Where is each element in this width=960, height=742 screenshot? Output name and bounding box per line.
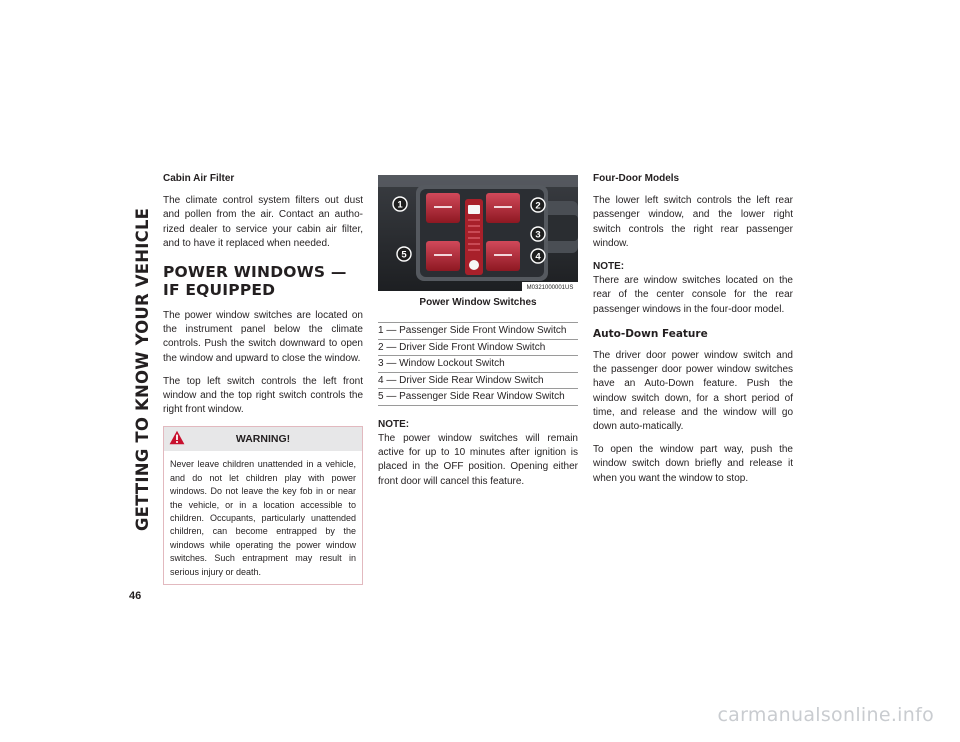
cabin-air-filter-text: The climate control system filters out dust and pollen from the air. Contact an autho-rized dealer to service your cabin air filter, and to have it replaced when needed. [163,195,363,249]
switch-legend [378,322,578,406]
legend-item: 3 — Window Lockout Switch [378,355,578,372]
four-door-heading: Four-Door Models [593,173,680,184]
note-label: NOTE: [378,418,410,430]
power-window-switches-figure [378,175,578,291]
legend-item: 2 — Driver Side Front Window Switch [378,339,578,356]
auto-down-heading: Auto-Down Feature [593,327,708,340]
warning-box [163,426,363,585]
power-windows-para-1: The power window switches are located on the instrument panel below the climate controls. Push the switch downward to open the window and upward to close the window. [163,310,363,364]
column-left [163,172,363,585]
warning-text: Never leave children unattended in a vehicle, and do not let children play with power windows. Do not leave the key fob in or near the vehicle, or in a location accessible to children. Occupants, particularly unattended children, can become entrapped by the windows while operating the power window switches. Such entrapment may result in serious injury or death. [170,459,356,577]
callout-2: 2 [535,200,541,212]
chapter-title: GETTING TO KNOW YOUR VEHICLE [133,207,153,532]
legend-item: 4 — Driver Side Rear Window Switch [378,372,578,389]
legend-item: 5 — Passenger Side Rear Window Switch [378,388,578,406]
legend-item: 1 — Passenger Side Front Window Switch [378,322,578,339]
column-right [593,172,793,495]
note-text: The power window switches will remain active for up to 10 minutes after ignition is placed in the OFF position. Opening either front door will cancel this feature. [378,432,578,487]
power-windows-heading: POWER WINDOWS — IF EQUIPPED [163,263,347,300]
page-number: 46 [129,590,142,602]
figure-code: M0321000001US [526,285,574,291]
cabin-air-filter-heading: Cabin Air Filter [163,173,235,184]
warning-header [164,427,362,451]
chapter-side-tab [129,172,157,567]
warning-triangle-icon [169,430,185,445]
note-text: There are window switches located on the rear of the center console for the rear passenger windows in the four-door model. [593,275,793,315]
callout-1: 1 [397,199,403,211]
four-door-text: The lower left switch controls the left rear passenger window, and the lower right switch controls the right rear passenger window. [593,195,793,249]
callout-3: 3 [535,229,541,241]
callout-4: 4 [535,251,541,263]
watermark: carmanualsonline.info [717,704,934,726]
power-windows-para-2: The top left switch controls the left front window and the top right switch controls the right front window. [163,375,363,416]
callout-5: 5 [401,249,407,261]
figure-caption: Power Window Switches [419,297,537,308]
auto-down-text: The driver door power window switch and the passenger door power window switches have an Auto-Down feature. Push the window switch down, for a short period of time, and release and the window will go down auto-matically. [593,350,793,433]
warning-title: WARNING! [235,433,291,446]
note-label: NOTE: [593,261,625,273]
column-middle [378,172,578,498]
partial-open-text: To open the window part way, push the window switch down briefly and release it when you want the window to stop. [593,444,793,484]
